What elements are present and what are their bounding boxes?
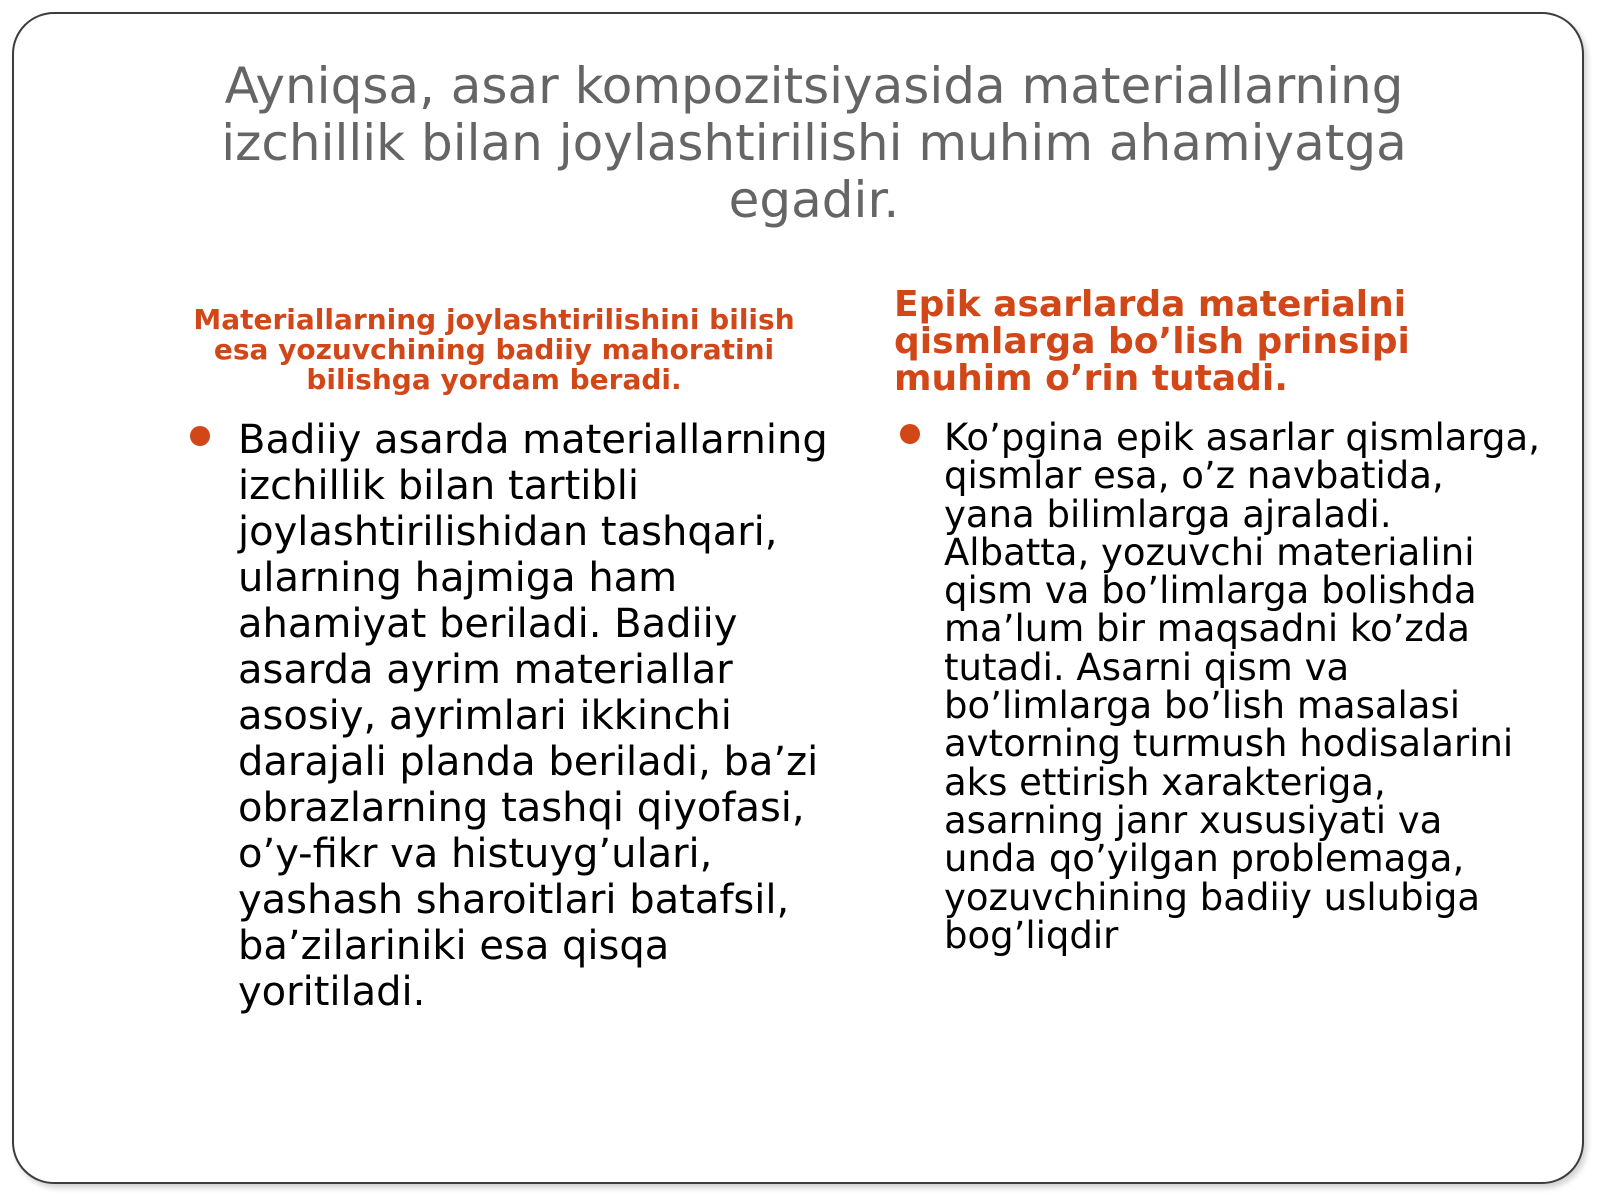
slide-title: Ayniqsa, asar kompozitsiyasida materiallarning izchillik bilan joylashtirilishi muhim ahamiyatga egadir. [221, 57, 1407, 229]
left-bullet-item [238, 417, 828, 1015]
bullet-dot-icon [190, 426, 210, 446]
slide-frame [12, 12, 1584, 1184]
left-bullet-list [238, 417, 828, 1015]
left-bullet-text: Badiiy asarda materiallarning izchillik bilan tartibli joylashtirilishidan tashqari, ularning hajmiga ham ahamiyat beriladi. Badiiy asarda ayrim materiallar asosiy, ayrimlari ikkinchi darajali planda beriladi, ba’zi obrazlarning tashqi qiyofasi, o’y-fikr va histuyg’ulari, yashash sharoitlari batafsil, ba’zilariniki esa qisqa yoritiladi. [238, 417, 828, 1015]
right-bullet-text: Ko’pgina epik asarlar qismlarga, qismlar esa, o’z navbatida, yana bilimlarga ajraladi. Albatta, yozuvchi materialini qism va bo’limlarga bolishda ma’lum bir maqsadni ko’zda tutadi. Asarni qism va bo’limlarga bo’lish masalasi avtorning turmush hodisalarini aks ettirish xarakteriga, asarning janr xususiyati va unda qo’yilgan problemaga, yozuvchining badiiy uslubiga bog’liqdir [944, 416, 1540, 957]
right-column-heading: Epik asarlarda materialni qismlarga bo’lish prinsipi muhim o’rin tutadi. [894, 284, 1410, 399]
left-column-heading: Materiallarning joylashtirilishini bilish esa yozuvchining badiiy mahoratini bilishga yordam beradi. [193, 303, 795, 396]
right-bullet-list [944, 416, 1544, 957]
right-bullet-item [944, 416, 1544, 957]
bullet-dot-icon [900, 424, 920, 444]
